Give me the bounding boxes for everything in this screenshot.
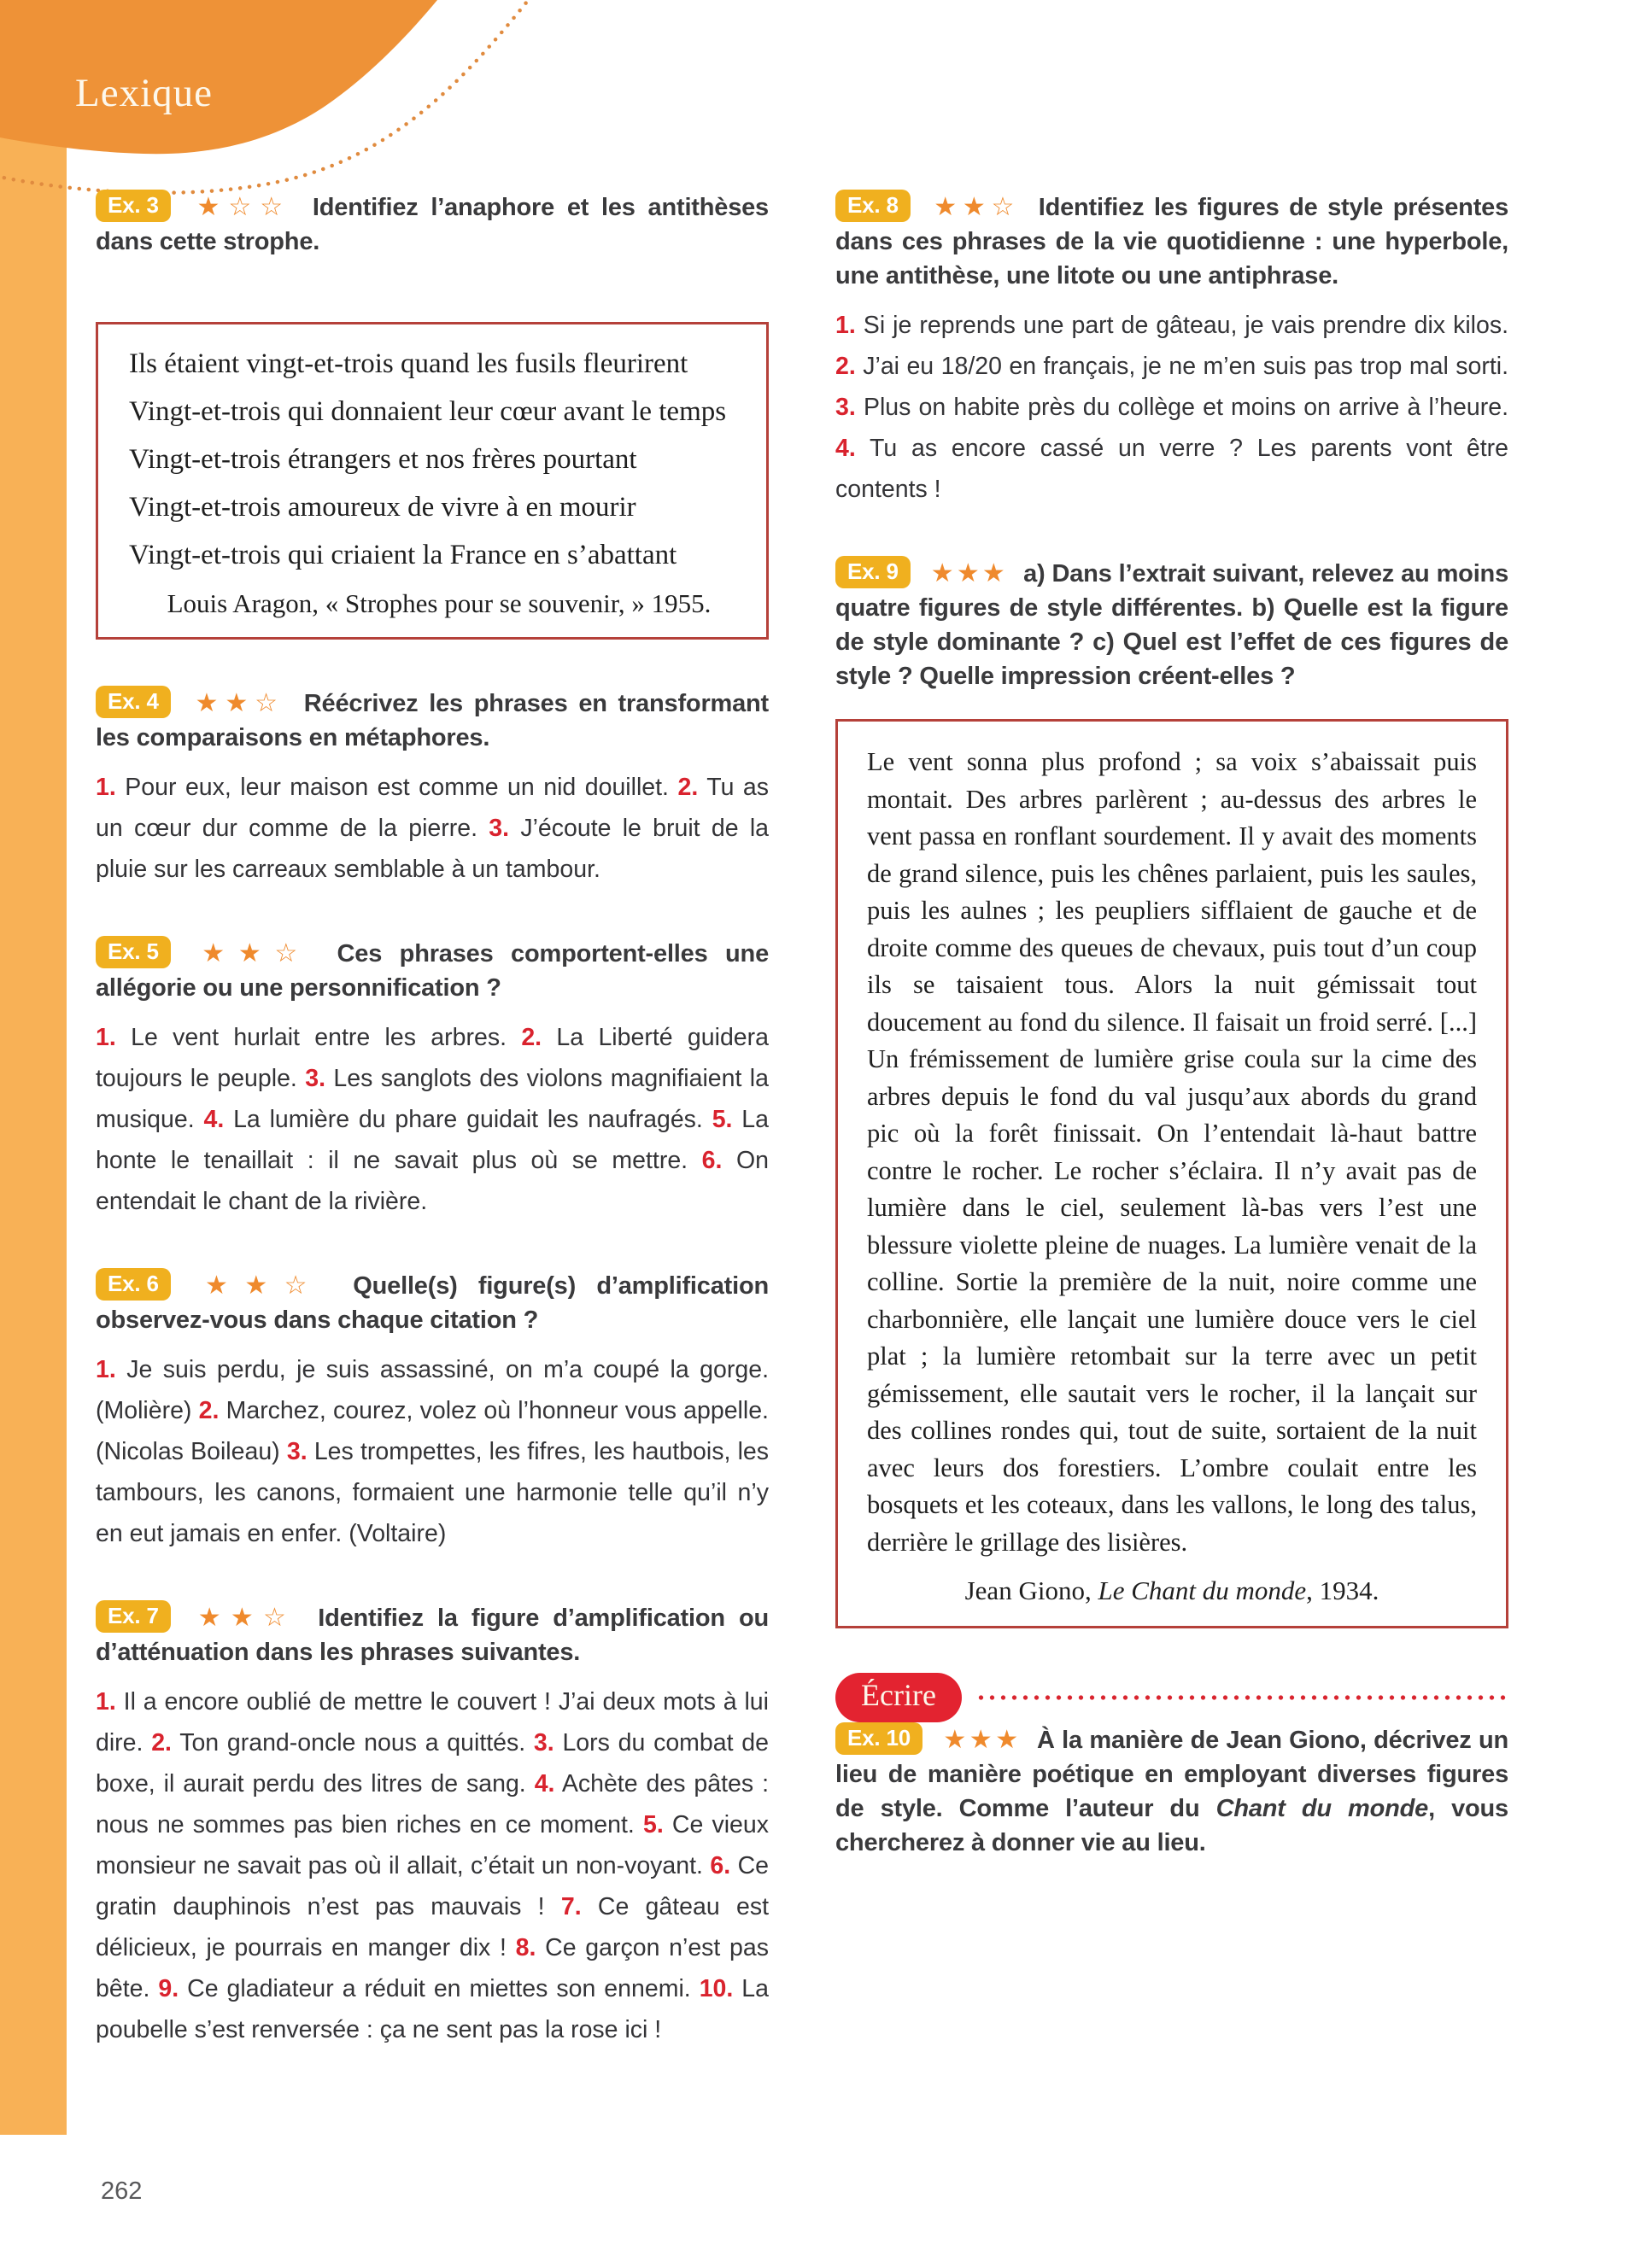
quote-line: Ils étaient vingt-et-trois quand les fusils fleurirent (129, 348, 688, 379)
difficulty-stars: ★★☆ (195, 689, 284, 717)
exercise-4 (96, 686, 769, 890)
write-section (835, 1673, 1508, 1722)
orange-corner-shape (0, 0, 437, 154)
exercise-6 (96, 1268, 769, 1554)
exercise-title: À la manière de Jean Giono, décrivez un lieu de manière poétique en employant diverses figures de style. Comme l’auteur du Chant du monde, vous chercherez à donner vie au lieu. (835, 1727, 1508, 1856)
exercises-column-left (96, 190, 769, 2050)
exercise-body: 1. Le vent hurlait entre les arbres. 2. La Liberté guidera toujours le peuple. 3. Les sanglots des violons magnifiaient la musique. 4. La lumière du phare guidait les naufragés. 5. La honte le tenaillait : il ne savait plus où se mettre. 6. On entendait le chant de la rivière. (96, 1024, 770, 1215)
exercise-badge: Ex. 3 (96, 190, 171, 222)
exercise-9 (835, 556, 1508, 1628)
difficulty-stars: ★☆☆ (196, 193, 292, 221)
exercise-title: Ces phrases comportent-elles une allégorie ou une personnification ? (96, 940, 770, 1002)
difficulty-stars: ★★☆ (205, 1271, 324, 1300)
exercise-header (835, 556, 1508, 693)
exercise-7 (96, 1600, 769, 2050)
exercise-title: Identifiez la figure d’amplification ou d’atténuation dans les phrases suivantes. (96, 1605, 769, 1666)
quote-attribution: Jean Giono, Le Chant du monde, 1934. (964, 1575, 1379, 1605)
exercise-10 (835, 1722, 1508, 1860)
exercise-8 (835, 190, 1508, 510)
difficulty-stars: ★★☆ (202, 939, 311, 967)
page-number: 262 (101, 2177, 143, 2205)
exercises-column-right (835, 190, 1508, 1860)
exercise-badge: Ex. 5 (96, 936, 171, 968)
exercise-header (835, 190, 1508, 293)
exercise-header (96, 1268, 769, 1337)
dotted-leader (975, 1694, 1508, 1701)
exercise-title: Identifiez les figures de style présentes dans ces phrases de la vie quotidienne : une hyperbole, une antithèse, une litote ou une antiphrase. (835, 194, 1509, 289)
exercise-title: Quelle(s) figure(s) d’amplification observez-vous dans chaque citation ? (96, 1272, 769, 1334)
exercise-badge: Ex. 7 (96, 1600, 171, 1633)
section-title: Lexique (75, 71, 213, 115)
quote-attribution: Louis Aragon, « Strophes pour se souvenir, » 1955. (167, 588, 712, 618)
exercise-body: 1. Il a encore oublié de mettre le couvert ! J’ai deux mots à lui dire. 2. Ton grand-oncle nous a quittés. 3. Lors du combat de boxe, il aurait perdu des litres de sang. 4. Achète des pâtes : nous ne sommes pas bien riches en ce moment. 5. Ce vieux monsieur ne savait pas où il allait, c’était un non-voyant. 6. Ce gratin dauphinois n’est pas mauvais ! 7. Ce gâteau est délicieux, je pourrais en manger dix ! 8. Ce garçon n’est pas bête. 9. Ce gladiateur a réduit en miettes son ennemi. 10. La poubelle s’est renversée : ça ne sent pas la rose ici ! (96, 1688, 769, 2043)
write-badge: Écrire (835, 1673, 962, 1722)
exercise-body: 1. Pour eux, leur maison est comme un nid douillet. 2. Tu as un cœur dur comme de la pierre. 3. J’écoute le bruit de la pluie sur les carreaux semblable à un tambour. (96, 774, 769, 883)
exercise-header (835, 1722, 1508, 1860)
exercise-5 (96, 936, 769, 1222)
exercise-badge: Ex. 6 (96, 1268, 171, 1301)
exercise-badge: Ex. 9 (835, 556, 911, 588)
exercise-title: a) Dans l’extrait suivant, relevez au moins quatre figures de style différentes. b) Quelle est la figure de style dominante ? c) Quel est l’effet de ces figures de style ? Quelle impression créent-elles ? (835, 560, 1508, 690)
difficulty-stars: ★★☆ (934, 193, 1021, 221)
prose-quote-box (835, 719, 1508, 1628)
exercise-title: Réécrivez les phrases en transformant les comparaisons en métaphores. (96, 690, 770, 751)
exercise-header (96, 190, 769, 259)
difficulty-stars: ★★★ (943, 1726, 1022, 1754)
quote-line: Vingt-et-trois amoureux de vivre à en mourir (129, 492, 636, 523)
exercise-body: 1. Je suis perdu, je suis assassiné, on m’a coupé la gorge. (Molière) 2. Marchez, courez, volez où l’honneur vous appelle. (Nicolas Boileau) 3. Les trompettes, les fifres, les hautbois, les tambours, les canons, formaient une harmonie telle qu’il n’y en eut jamais en enfer. (Voltaire) (96, 1356, 770, 1547)
poem-quote-box (96, 322, 769, 640)
difficulty-stars: ★★★ (930, 559, 1009, 587)
quote-line: Vingt-et-trois qui criaient la France en s’abattant (129, 540, 677, 570)
exercise-badge: Ex. 4 (96, 686, 171, 718)
poem-lines (129, 340, 749, 579)
exercise-header (96, 936, 769, 1005)
exercise-header (96, 686, 769, 755)
exercise-header (96, 1600, 769, 1669)
exercise-3 (96, 190, 769, 640)
exercise-body: 1. Si je reprends une part de gâteau, je vais prendre dix kilos. 2. J’ai eu 18/20 en français, je ne m’en suis pas trop mal sorti. 3. Plus on habite près du collège et moins on arrive à l’heure. 4. Tu as encore cassé un verre ? Les parents vont être contents ! (835, 312, 1508, 503)
difficulty-stars: ★★☆ (197, 1604, 296, 1632)
exercise-badge: Ex. 10 (835, 1722, 922, 1755)
exercise-title: Identifiez l’anaphore et les antithèses dans cette strophe. (96, 194, 769, 255)
quote-line: Vingt-et-trois étrangers et nos frères pourtant (129, 444, 637, 475)
quote-line: Vingt-et-trois qui donnaient leur cœur avant le temps (129, 396, 727, 427)
exercise-badge: Ex. 8 (835, 190, 911, 222)
prose-text: Le vent sonna plus profond ; sa voix s’abaissait puis montait. Des arbres parlèrent ; au-dessus des arbres le vent passa en ronflant sourdement. Il y avait des moments de grand silence, puis les chênes parlaient, puis les saules, puis les aulnes ; les peupliers sifflaient de gauche et de droite comme des queues de chevaux, puis tout d’un coup ils se taisaient tous. Alors la nuit gémissait tout doucement au fond du silence. Il faisait un froid serré. [...] Un frémissement de lumière grise coula sur la cime des arbres depuis le fond du val jusqu’aux abords du grand pic où la forêt finissait. On l’entendait là-haut battre contre le rocher. Le rocher s’éclaira. Il n’y avait pas de lumière dans le ciel, seulement là-bas vers l’est une blessure violette pleine de nuages. La lumière venait de la colline. Sortie la première de la nuit, noire comme une charbonnière, elle lançait une lumière douce vers le ciel plat ; la lumière retombait sur la terre avec un petit gémissement, elle sautait vers le rocher, il la lançait sur des collines rondes qui, tout de suite, sortaient de la nuit avec leurs dos forestiers. L’ombre coulait entre les bosquets et les coteaux, dans les vallons, le long des talus, derrière le grillage des lisières. (867, 747, 1477, 1557)
